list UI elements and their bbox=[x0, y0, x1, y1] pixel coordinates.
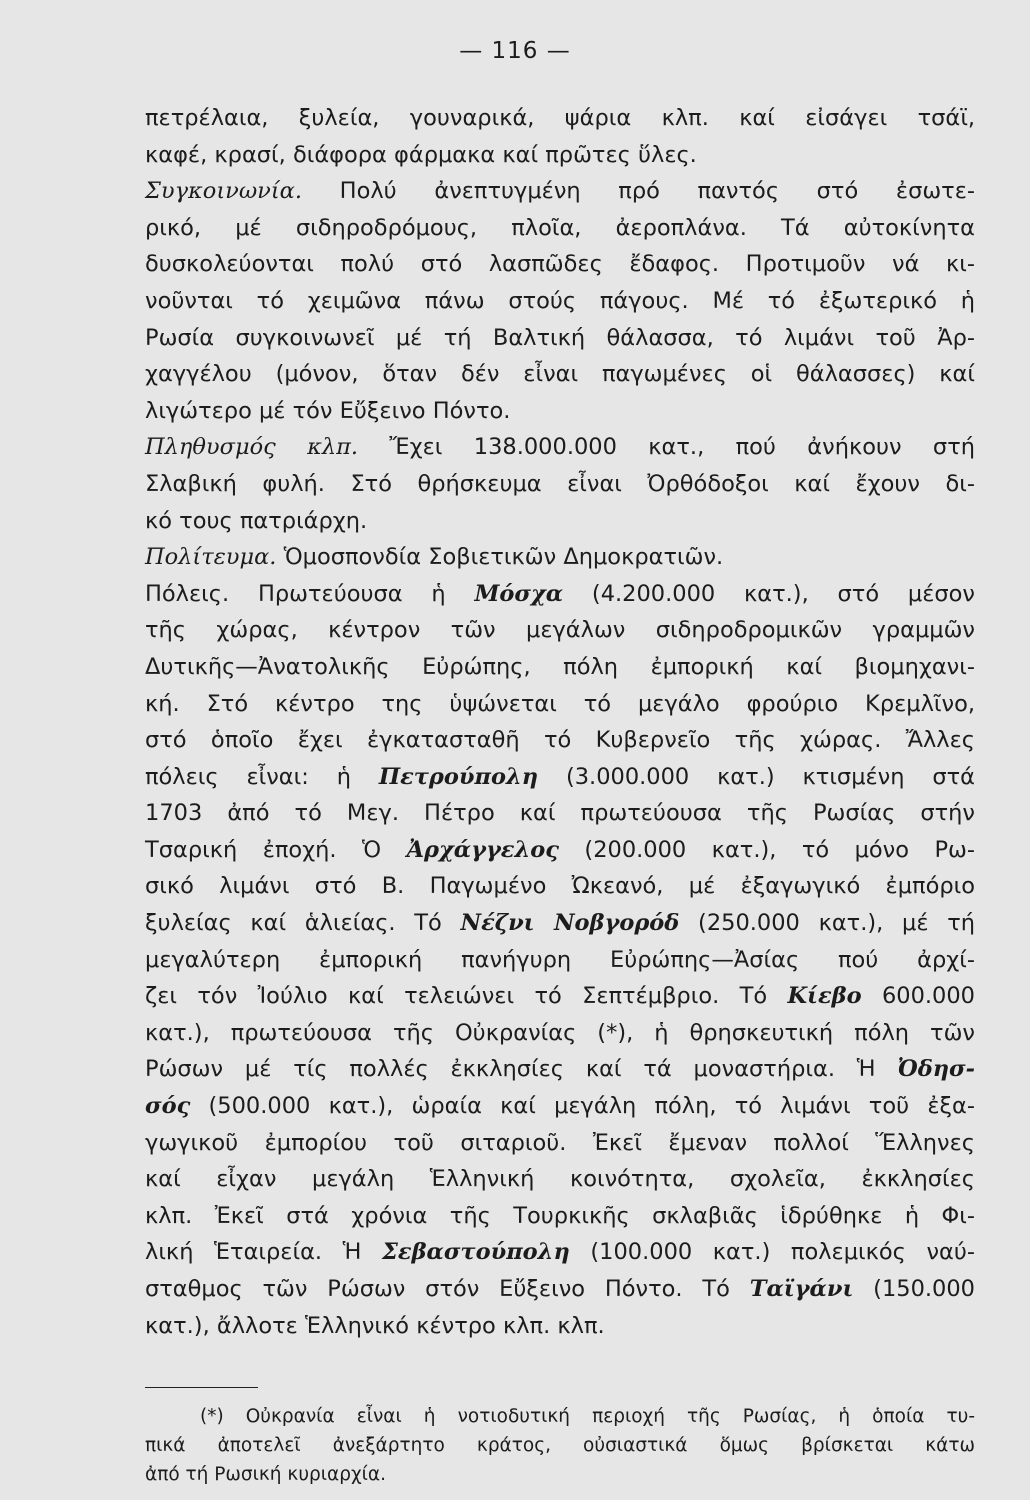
city-name: Κίεβο bbox=[787, 983, 862, 1010]
text-line: ρικό, μέ σιδηροδρόμους, πλοῖα, ἀεροπλάνα. Τά αὐτοκίνητα bbox=[145, 214, 975, 241]
text-line: Πόλεις. Πρωτεύουσα ἡ Μόσχα (4.200.000 κατ.), στό μέσον bbox=[145, 580, 976, 607]
page-number: — 116 — bbox=[459, 38, 571, 64]
text-line: γωγικοῦ ἐμπορίου τοῦ σιταριοῦ. Ἐκεῖ ἔμεναν πολλοί Ἕλληνες bbox=[145, 1129, 975, 1156]
section-heading: Πολίτευμα. bbox=[145, 544, 277, 571]
city-name: Ἀρχάγγελος bbox=[406, 836, 559, 863]
text-line: Δυτικῆς—Ἀνατολικῆς Εὐρώπης, πόλη ἐμπορική καί βιομηχανι- bbox=[145, 653, 975, 680]
text-line: Πληθυσμός κλπ. Ἔχει 138.000.000 κατ., πού ἀνήκουν στή bbox=[145, 434, 976, 461]
text-line: δυσκολεύονται πολύ στό λασπῶδες ἔδαφος. Προτιμοῦν νά κι- bbox=[145, 251, 975, 278]
text-line: σταθμος τῶν Ρώσων στόν Εὔξεινο Πόντο. Τό Ταϊγάνι (150.000 bbox=[145, 1276, 975, 1302]
footnote bbox=[145, 1402, 975, 1489]
footnote-line: ἀπό τή Ρωσική κυριαρχία. bbox=[145, 1464, 386, 1485]
footnote-separator bbox=[145, 1387, 258, 1388]
text-line: σικό λιμάνι στό Β. Παγωμένο Ὠκεανό, μέ ἐξαγωγικό ἐμπόριο bbox=[145, 873, 975, 900]
text-line: σός (500.000 κατ.), ὡραία καί μεγάλη πόλη, τό λιμάνι τοῦ ἐξα- bbox=[145, 1093, 975, 1120]
text-line: Πολίτευμα. Ὁμοσπονδία Σοβιετικῶν Δημοκρατιῶν. bbox=[145, 544, 724, 571]
text-line: κατ.), ἄλλοτε Ἑλληνικό κέντρο κλπ. κλπ. bbox=[145, 1312, 605, 1339]
city-name: Μόσχα bbox=[474, 580, 564, 607]
footnote-line: (*) Οὐκρανία εἶναι ἡ νοτιοδυτική περιοχή τῆς Ρωσίας, ἡ ὁποία τυ- bbox=[200, 1406, 975, 1427]
footnote-line: πικά ἀποτελεῖ ἀνεξάρτητο κράτος, οὐσιαστικά ὅμως βρίσκεται κάτω bbox=[145, 1435, 975, 1456]
section-heading: Πληθυσμός κλπ. bbox=[145, 434, 359, 461]
city-name: Ταϊγάνι bbox=[749, 1276, 854, 1302]
text-line: Τσαρική ἐποχή. Ὁ Ἀρχάγγελος (200.000 κατ.), τό μόνο Ρω- bbox=[145, 836, 975, 863]
text-line: 1703 ἀπό τό Μεγ. Πέτρο καί πρωτεύουσα τῆς Ρωσίας στήν bbox=[145, 800, 975, 827]
city-name: Πετρούπολη bbox=[378, 763, 539, 790]
text-line: Συγκοινωνία. Πολύ ἀνεπτυγμένη πρό παντός στό ἐσωτε- bbox=[145, 178, 975, 205]
text-line: Ρώσων μέ τίς πολλές ἐκκλησίες καί τά μοναστήρια. Ἡ Ὀδησ- bbox=[145, 1056, 975, 1083]
text-line: νοῦνται τό χειμῶνα πάνω στούς πάγους. Μέ τό ἐξωτερικό ἡ bbox=[145, 287, 975, 314]
city-name: Ὀδησ- bbox=[897, 1056, 975, 1083]
text-line: κατ.), πρωτεύουσα τῆς Οὐκρανίας (*), ἡ θρησκευτική πόλη τῶν bbox=[145, 1019, 975, 1046]
body-text bbox=[145, 100, 975, 1344]
text-line: στό ὁποῖο ἔχει ἐγκατασταθῆ τό Κυβερνεῖο τῆς χώρας. Ἄλλες bbox=[145, 727, 975, 754]
text-line: κή. Στό κέντρο της ὑψώνεται τό μεγάλο φρούριο Κρεμλῖνο, bbox=[145, 690, 975, 717]
text-line: κλπ. Ἐκεῖ στά χρόνια τῆς Τουρκικῆς σκλαβιᾶς ἱδρύθηκε ἡ Φι- bbox=[145, 1202, 975, 1229]
text-line: χαγγέλου (μόνον, ὅταν δέν εἶναι παγωμένες οἱ θάλασσες) καί bbox=[145, 361, 975, 388]
text-line: Ρωσία συγκοινωνεῖ μέ τή Βαλτική θάλασσα, τό λιμάνι τοῦ Ἀρ- bbox=[145, 324, 975, 351]
text-line: καί εἶχαν μεγάλη Ἑλληνική κοινότητα, σχολεῖα, ἐκκλησίες bbox=[145, 1166, 975, 1193]
text-line: τῆς χώρας, κέντρον τῶν μεγάλων σιδηροδρομικῶν γραμμῶν bbox=[145, 617, 975, 644]
text-line: κό τους πατριάρχη. bbox=[145, 507, 368, 534]
city-name: Νέζνι Νοβγορόδ bbox=[460, 910, 680, 937]
text-line: πόλεις εἶναι: ἡ Πετρούπολη (3.000.000 κατ.) κτισμένη στά bbox=[145, 763, 975, 790]
text-line: Σλαβική φυλή. Στό θρήσκευμα εἶναι Ὀρθόδοξοι καί ἔχουν δι- bbox=[145, 470, 975, 497]
text-line: καφέ, κρασί, διάφορα φάρμακα καί πρῶτες ὕλες. bbox=[145, 141, 697, 168]
section-heading: Συγκοινωνία. bbox=[145, 178, 303, 205]
text-line: λική Ἑταιρεία. Ἡ Σεβαστούπολη (100.000 κατ.) πολεμικός ναύ- bbox=[145, 1239, 975, 1266]
text-line: μεγαλύτερη ἐμπορική πανήγυρη Εὐρώπης—Ἀσίας πού ἀρχί- bbox=[145, 946, 975, 973]
city-name: Σεβαστούπολη bbox=[382, 1239, 570, 1266]
city-name: σός bbox=[145, 1093, 191, 1120]
text-line: λιγώτερο μέ τόν Εὔξεινο Πόντο. bbox=[145, 397, 511, 424]
text-line: πετρέλαια, ξυλεία, γουναρικά, ψάρια κλπ. καί εἰσάγει τσάϊ, bbox=[145, 105, 975, 131]
text-line: ζει τόν Ἰούλιο καί τελειώνει τό Σεπτέμβριο. Τό Κίεβο 600.000 bbox=[145, 983, 975, 1010]
text-line: ξυλείας καί ἁλιείας. Τό Νέζνι Νοβγορόδ (250.000 κατ.), μέ τή bbox=[145, 910, 976, 937]
